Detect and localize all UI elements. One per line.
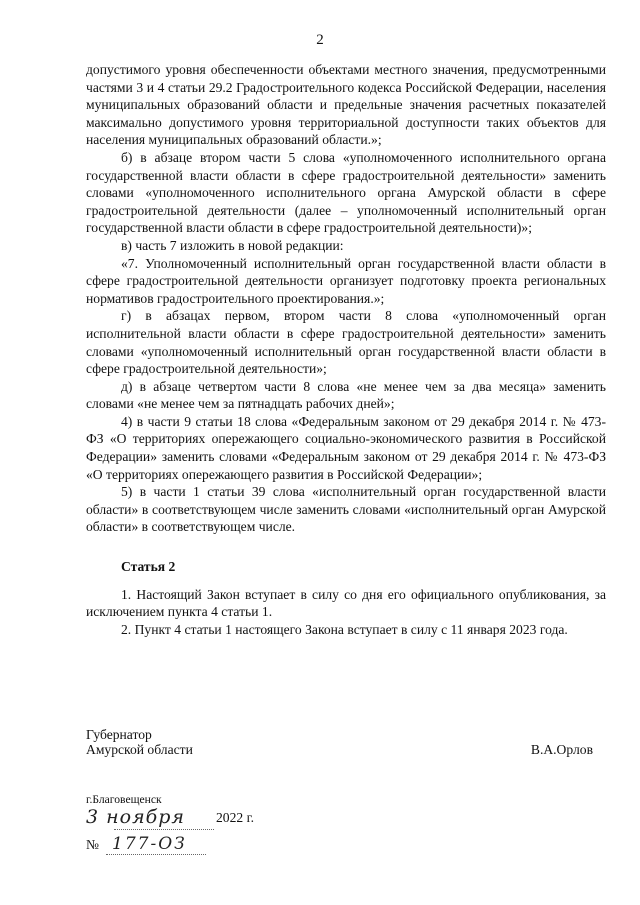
paragraph-amendment-v: в) часть 7 изложить в новой редакции: xyxy=(121,237,344,253)
paragraph-amendment-g: г) в абзацах первом, втором части 8 слова «уполномоченный орган исполнительной власти области в сфере градостроительной деятельности» заменить словами «уполномоченный исполнительный орган государственной власти области в сфере градостроительной деятельности»; xyxy=(86,308,606,377)
paragraph-item-4: 4) в части 9 статьи 18 слова «Федеральным законом от 29 декабря 2014 г. № 473-ФЗ «О территориях опережающего социально-экономического развития в Российской Федерации» заменить словами «Федеральным законом от 29 декабря 2014 г. № 473-ФЗ «О территориях опережающего развития в Российской Федерации»; xyxy=(86,413,606,482)
signing-date xyxy=(86,808,306,832)
article-paragraph-2: 2. Пункт 4 статьи 1 настоящего Закона вступает в силу с 11 января 2023 года. xyxy=(121,621,568,637)
signatory-name: В.А.Орлов xyxy=(530,742,593,757)
paragraph-new-part-7: «7. Уполномоченный исполнительный орган государственной власти области в сфере градостроительной деятельности организует подготовку проекта региональных нормативов градостроительного проектирования.»; xyxy=(86,255,606,306)
paragraph-amendment-b: б) в абзаце втором части 5 слова «уполномоченного исполнительного органа государственной власти области в сфере градостроительной деятельности» заменить словами «уполномоченного исполнительного органа Амурской области в сфере градостроительной деятельности (далее – уполномоченный исполнительный орган государственной власти области в сфере градостроительной деятельности)»; xyxy=(86,149,606,236)
paragraph-item-5: 5) в части 1 статьи 39 слова «исполнительный орган государственной власти области» в соответствующем числе заменить словами «исполнительный орган Амурской области» в соответствующем числе. xyxy=(86,484,606,535)
paragraph-continuation: допустимого уровня обеспеченности объектами местного значения, предусмотренными частями 3 и 4 статьи 29.2 Градостроительного кодекса Российской Федерации, населения муниципальных образований области и предельные значения расчетных показателей максимально допустимого уровня территориальной доступности таких объектов для населения муниципальных образований области.»; xyxy=(86,62,606,148)
article-paragraph-1: 1. Настоящий Закон вступает в силу со дня его официального опубликования, за исключением пункта 4 статьи 1. xyxy=(86,586,606,620)
law-number xyxy=(86,834,306,858)
date-underline xyxy=(114,829,214,830)
signature-block xyxy=(86,727,606,757)
number-sign: № xyxy=(86,837,99,852)
paragraph-amendment-d: д) в абзаце четвертом части 8 слова «не менее чем за два месяца» заменить словами «не менее чем за пятнадцать рабочих дней»; xyxy=(86,378,606,412)
article-heading: Статья 2 xyxy=(121,559,176,575)
number-underline xyxy=(106,854,206,855)
handwritten-date: 3 ноября xyxy=(86,806,186,828)
signature-title-line-2: Амурской области xyxy=(86,742,193,757)
date-year: 2022 г. xyxy=(216,810,255,825)
handwritten-law-number: 177-ОЗ xyxy=(112,834,187,854)
city-of-signing: г.Благовещенск xyxy=(86,793,162,806)
page-number: 2 xyxy=(316,32,324,48)
signature-title-line-1: Губернатор xyxy=(86,727,152,742)
document-body xyxy=(86,61,606,638)
